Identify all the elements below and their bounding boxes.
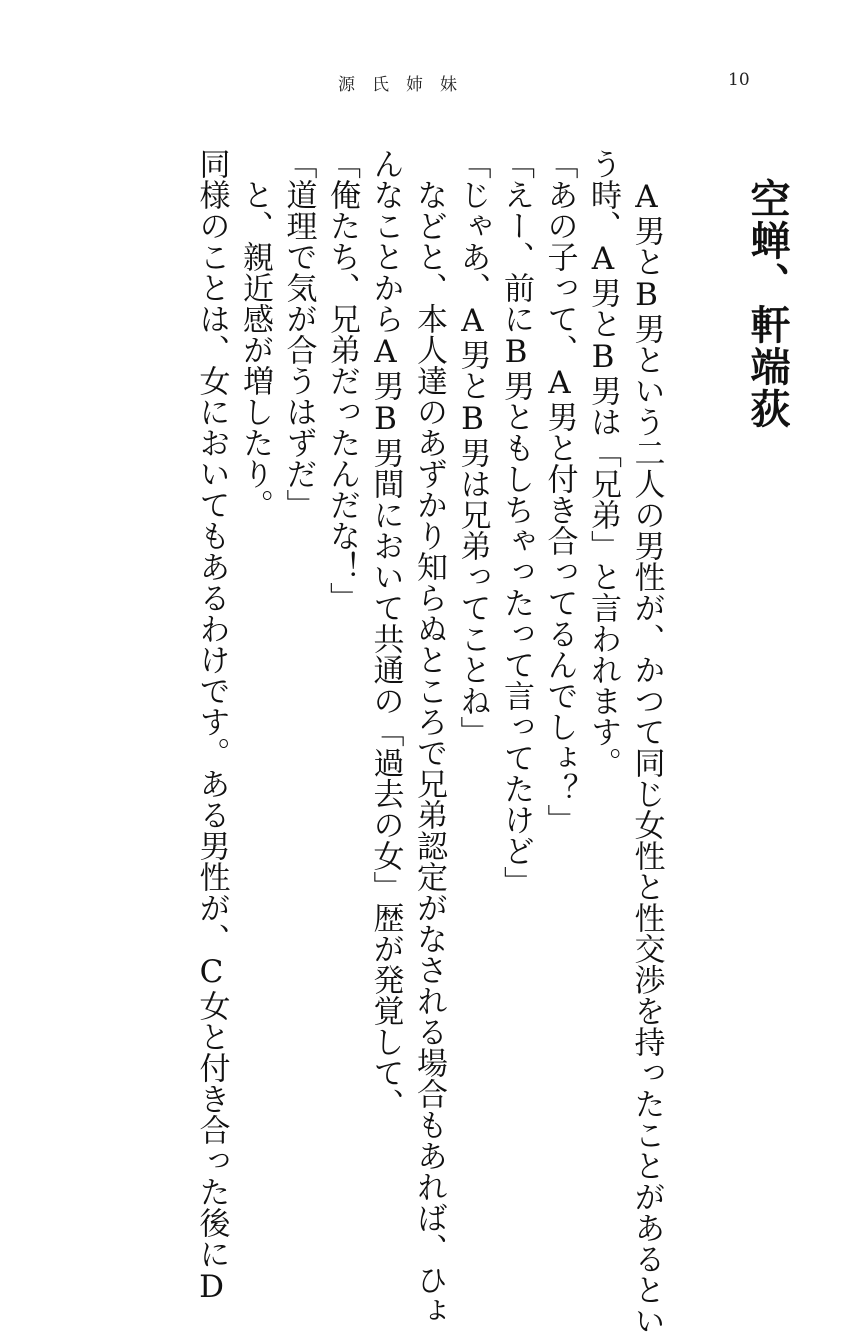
page-number: 10 (728, 70, 750, 90)
text-line: 「えー、前にB男ともしちゃったって言ってたけど」 (498, 148, 534, 897)
text-line: う時、A男とB男は「兄弟」と言われます。 (585, 148, 621, 778)
text-line: 「道理で気が合うはずだ」 (280, 148, 317, 520)
chapter-title: 空蝉、軒端荻 (744, 178, 791, 430)
text-line: んなことからA男B男間において共通の「過去の女」歴が発覚して、 (367, 148, 404, 1119)
text-line: などと、本人達のあずかり知らぬところで兄弟認定がなされる場合もあれば、ひょ (411, 179, 447, 1326)
text-line: と、親近感が増したり。 (237, 179, 273, 520)
text-line: 「俺たち、兄弟だったんだな！」 (324, 148, 360, 613)
text-line: 同様のことは、女においてもあるわけです。ある男性が、C女と付き合った後にD (193, 148, 230, 1305)
running-header: 源氏姉妹 (338, 75, 474, 95)
text-line: 「じゃあ、A男とB男は兄弟ってことね」 (454, 148, 491, 747)
vertical-text-body (29, 148, 791, 1336)
text-line: 「あの子って、A男と付き合ってるんでしょ？」 (541, 148, 578, 835)
text-line: A男とB男という二人の男性が、かつて同じ女性と性交渉を持ったことがあるとい (628, 179, 665, 1336)
